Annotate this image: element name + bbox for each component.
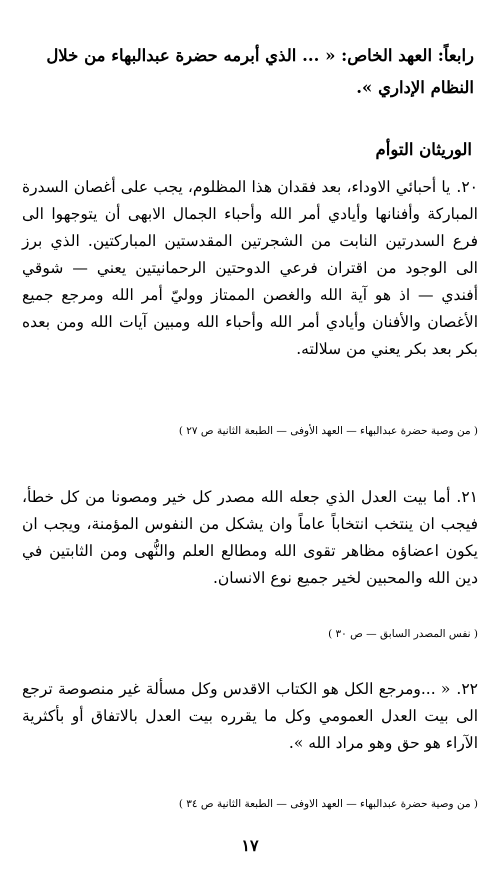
- paragraph-21: [22, 484, 478, 592]
- paragraph-number: ٢٠.: [456, 178, 478, 196]
- source-citation: ( من وصية حضرة عبدالبهاء — العهد الاوفى — الطبعة الثانية ص ٣٤ ): [178, 798, 478, 810]
- paragraph-text: يا أحبائي الاوداء، بعد فقدان هذا المظلوم، يجب على أغصان السدرة المباركة وأفنانها وأيادي أمر الله وأحباء الجمال الابهى أن يتوجهوا الى فرع السدرتين النابت من الشجرتين المقدستين المباركتين. الذي برز الى الوجود من اقتران فرعي الدوحتين الرحمانيتين يعني — شوقي أفندي — اذ هو آية الله والغصن الممتاز ووليّ أمر الله ومرجع جميع الأغصان والأفنان وأيادي أمر الله وأحباء الله ومبين آيات الله ومن بعده بكر بعد بكر يعني من سلالته.: [22, 178, 478, 358]
- section-title: الوريثان التوأم: [375, 140, 472, 159]
- paragraph-22: [22, 676, 478, 757]
- page-number: ١٧: [241, 836, 259, 855]
- section-heading: رابعاً: العهد الخاص: « ... الذي أبرمه حضرة عبدالبهاء من خلال النظام الإداري ».: [46, 46, 474, 97]
- paragraph-text: أما بيت العدل الذي جعله الله مصدر كل خير ومصونا من كل خطأ، فيجب ان ينتخب انتخاباً عاماً وان يشكل من النفوس المؤمنة، ويجب ان يكون اعضاؤه مظاهر تقوى الله ومطالع العلم والنُّهى ومن الثابتين في دين الله والمحبين لخير جميع نوع الانسان.: [22, 488, 478, 587]
- source-citation: ( نفس المصدر السابق — ص ٣٠ ): [328, 628, 478, 640]
- paragraph-20: [22, 174, 478, 363]
- paragraph-number: ٢١.: [456, 488, 478, 506]
- paragraph-text: « ...ومرجع الكل هو الكتاب الاقدس وكل مسألة غير منصوصة ترجع الى بيت العدل العمومي وكل ما يقرره بيت العدل بالاتفاق أو بأكثرية الآراء هو حق وهو مراد الله ».: [22, 680, 478, 752]
- source-citation: ( من وصية حضرة عبدالبهاء — العهد الأوفى — الطبعة الثانية ص ٢٧ ): [178, 425, 478, 437]
- paragraph-number: ٢٢.: [456, 680, 478, 698]
